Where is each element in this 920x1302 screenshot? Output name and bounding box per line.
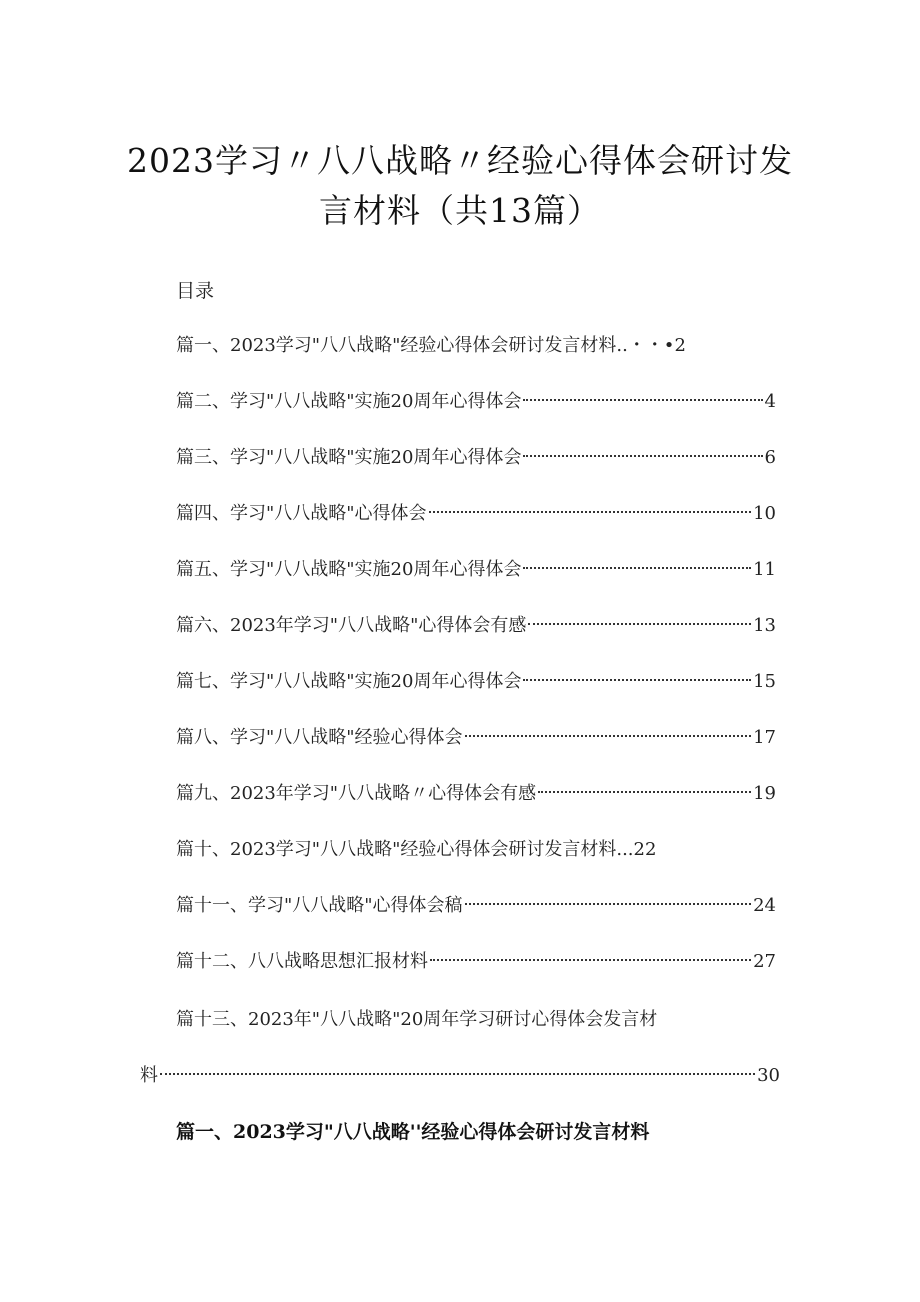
toc-heading: 目录 bbox=[176, 280, 215, 302]
document-title-line-2: 言材料（共13篇） bbox=[319, 191, 601, 230]
dot-leader bbox=[528, 622, 751, 625]
toc-item-6[interactable] bbox=[176, 611, 776, 641]
toc-item-page: 15 bbox=[753, 671, 776, 692]
toc-item-page: 13 bbox=[753, 615, 776, 636]
toc-item-label: 篇七、学习"八八战略"实施20周年心得体会 bbox=[176, 671, 522, 692]
toc-item-3[interactable] bbox=[176, 443, 776, 473]
toc-item-1[interactable] bbox=[176, 331, 686, 361]
toc-item-13-line-2[interactable] bbox=[140, 1061, 780, 1091]
toc-item-2[interactable] bbox=[176, 387, 776, 417]
toc-item-label: 篇八、学习"八八战略"经验心得体会 bbox=[176, 727, 463, 748]
toc-item-label: 篇十、2023学习"八八战略"经验心得体会研讨发言材料... bbox=[176, 839, 634, 860]
dot-leader bbox=[465, 902, 752, 905]
toc-item-label: 篇五、学习"八八战略"实施20周年心得体会 bbox=[176, 559, 522, 580]
toc-item-label: 篇二、学习"八八战略"实施20周年心得体会 bbox=[176, 391, 522, 412]
toc-item-label: 篇四、学习"八八战略"心得体会 bbox=[176, 503, 427, 524]
toc-item-13-line-1[interactable]: 篇十三、2023年"八八战略"20周年学习研讨心得体会发言材 bbox=[176, 1009, 658, 1030]
toc-item-label: 篇十二、八八战略思想汇报材料 bbox=[176, 951, 428, 972]
toc-item-page: 10 bbox=[753, 503, 776, 524]
toc-item-8[interactable] bbox=[176, 723, 776, 753]
section-heading: 篇一、2023学习"八八战略''经验心得体会研讨发言材料 bbox=[176, 1121, 650, 1143]
dot-leader bbox=[523, 566, 751, 569]
toc-item-page: 17 bbox=[753, 727, 776, 748]
dot-leader bbox=[523, 678, 751, 681]
toc-item-page: 2 bbox=[674, 335, 686, 356]
toc-item-page: 22 bbox=[633, 839, 657, 860]
dot-leader bbox=[538, 790, 751, 793]
dot-leader bbox=[429, 510, 752, 513]
toc-item-label: 篇九、2023年学习"八八战略〃心得体会有感 bbox=[176, 783, 537, 804]
toc-item-label: 篇一、2023学习"八八战略"经验心得体会研讨发言材料..・・• bbox=[176, 335, 675, 356]
dot-leader bbox=[465, 734, 752, 737]
toc-item-page: 27 bbox=[753, 951, 776, 972]
dot-leader bbox=[430, 958, 751, 961]
dot-leader bbox=[523, 398, 762, 401]
toc-item-page: 11 bbox=[753, 559, 776, 580]
toc-item-page: 19 bbox=[753, 783, 776, 804]
toc-item-9[interactable] bbox=[176, 779, 776, 809]
toc-item-5[interactable] bbox=[176, 555, 776, 585]
dot-leader bbox=[523, 454, 762, 457]
toc-item-page: 6 bbox=[764, 447, 776, 468]
toc-item-label: 篇六、2023年学习"八八战略"心得体会有感 bbox=[176, 615, 527, 636]
toc-item-10[interactable] bbox=[176, 835, 656, 865]
toc-item-page: 24 bbox=[753, 895, 776, 916]
toc-item-label: 料 bbox=[140, 1065, 158, 1086]
dot-leader bbox=[160, 1072, 755, 1075]
toc-item-label: 篇三、学习"八八战略"实施20周年心得体会 bbox=[176, 447, 522, 468]
toc-item-7[interactable] bbox=[176, 667, 776, 697]
toc-item-label: 篇十一、学习"八八战略"心得体会稿 bbox=[176, 895, 463, 916]
toc-item-page: 4 bbox=[764, 391, 776, 412]
toc-item-4[interactable] bbox=[176, 499, 776, 529]
toc-item-11[interactable] bbox=[176, 891, 776, 921]
document-title-line-1: 2023学习〃八八战略〃经验心得体会研讨发 bbox=[127, 141, 793, 180]
toc-item-page: 30 bbox=[757, 1065, 780, 1086]
toc-item-12[interactable] bbox=[176, 947, 776, 977]
